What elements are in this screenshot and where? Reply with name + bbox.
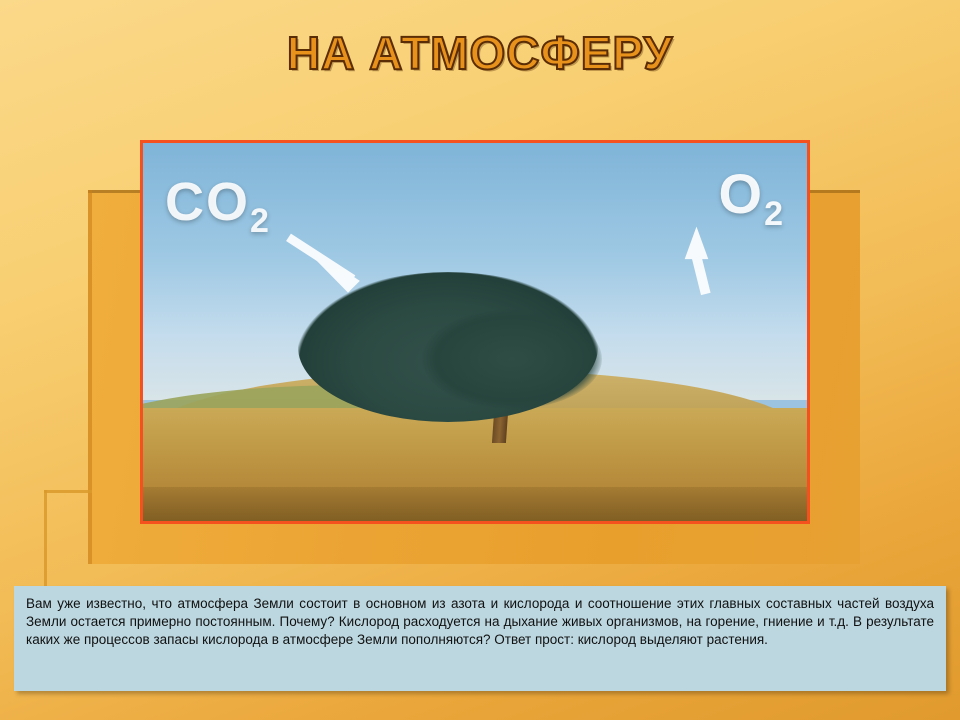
decorative-band-left-edge	[88, 190, 92, 564]
o2-label-subscript: 2	[764, 195, 785, 234]
decorative-horizontal-line	[44, 490, 92, 493]
o2-label-text: O	[718, 162, 765, 225]
co2-label-subscript: 2	[250, 201, 271, 240]
arrow-overlay	[143, 143, 807, 521]
o2-arrow-icon	[685, 227, 711, 295]
caption-text-box: Вам уже известно, что атмосфера Земли состоит в основном из азота и кислорода и соотношение этих главных составных частей воздуха Земли остается примерно постоянным. Почему? Кислород расходуется на дыхание живых организмов, на горение, гниение и т.д. В результате каких же процессов запасы кислорода в атмосфере Земли пополняются? Ответ прост: кислород выделяют растения.	[14, 586, 946, 691]
photo-frame	[140, 140, 810, 524]
co2-label-text: CO	[165, 172, 250, 232]
co2-arrow-icon	[286, 234, 360, 293]
page-title: НА АТМОСФЕРУ	[286, 27, 674, 79]
